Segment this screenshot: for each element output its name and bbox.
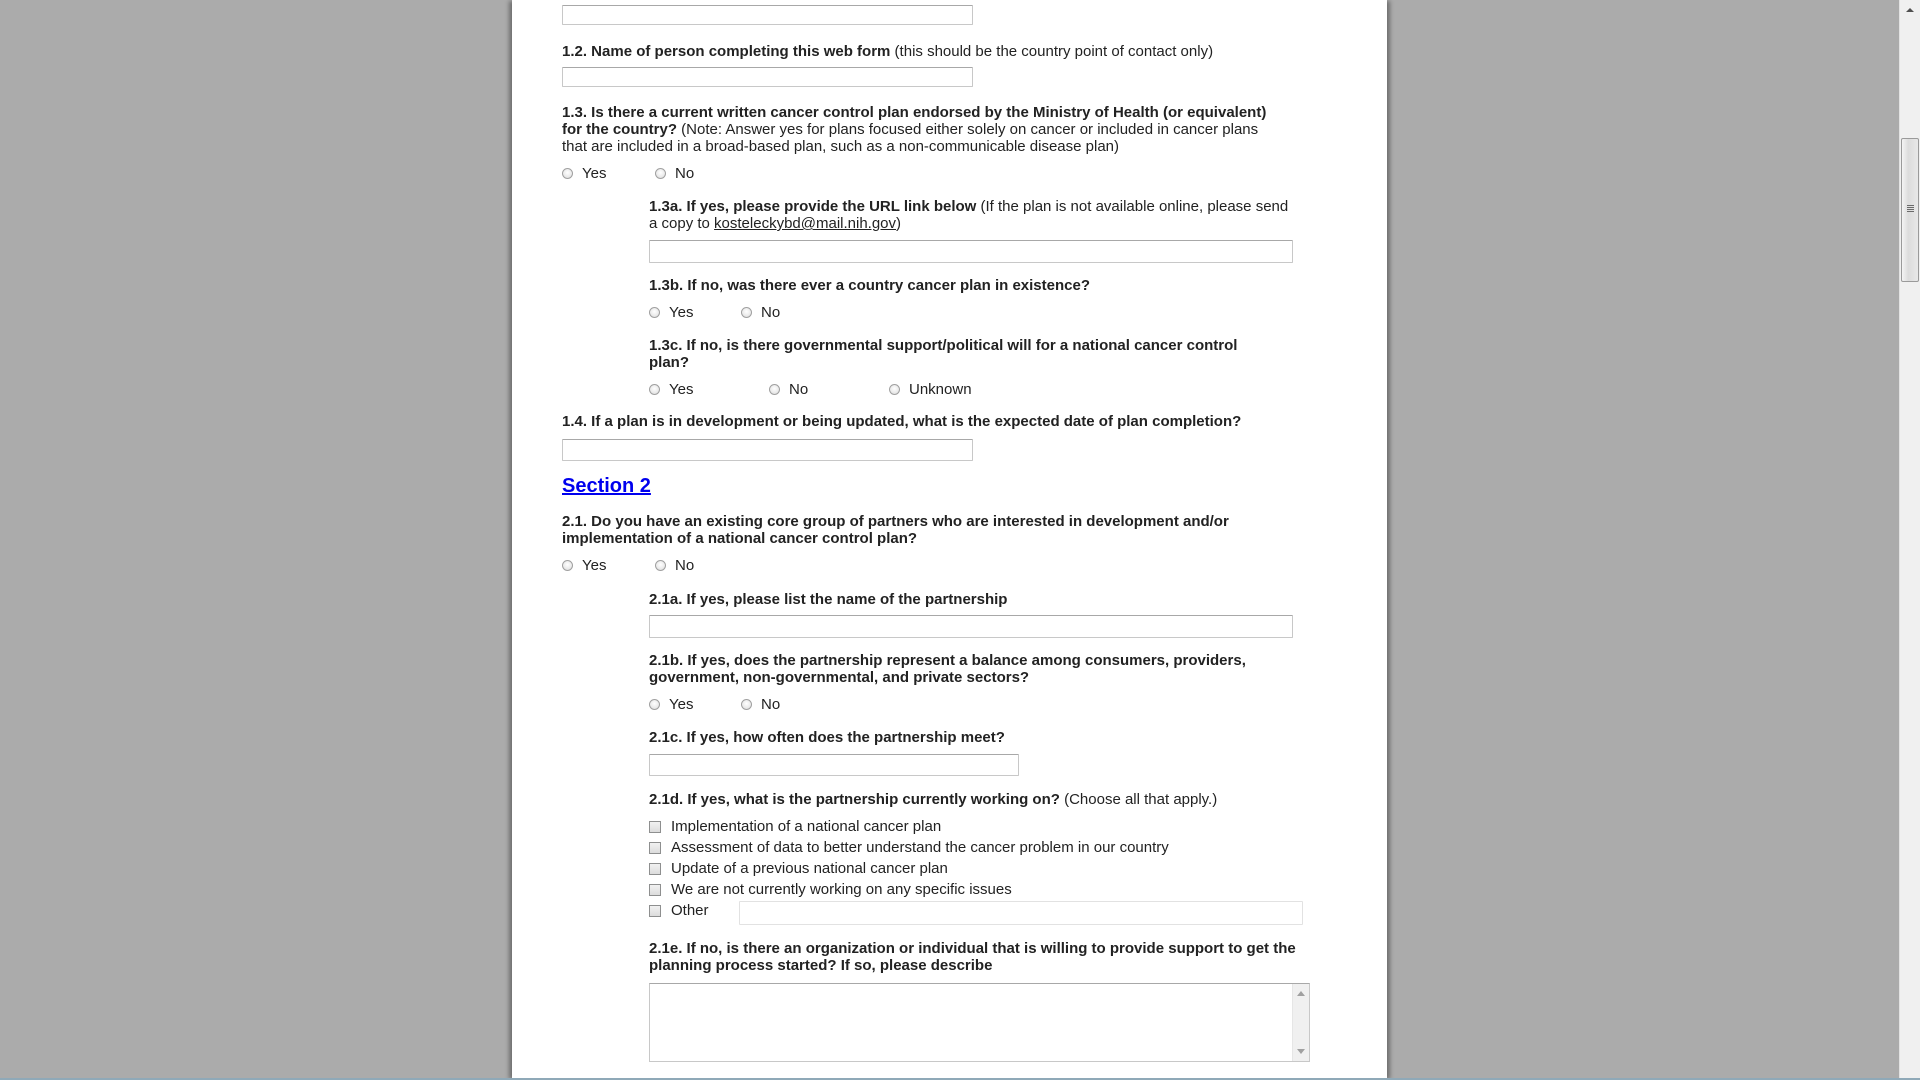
q2-1a-label: 2.1a. If yes, please list the name of the partnership <box>649 591 1008 608</box>
option-label: Yes <box>582 557 607 574</box>
q1-3a-note-end: ) <box>896 215 902 232</box>
q1-3b-label: 1.3b. If no, was there ever a country cancer plan in existence? <box>649 277 1090 294</box>
working-on-checkbox-none[interactable] <box>649 881 1012 898</box>
option-label: Assessment of data to better understand the cancer problem in our country <box>671 839 1169 856</box>
q1-3b-no-radio[interactable] <box>741 304 780 321</box>
contact-name-input[interactable] <box>562 67 973 87</box>
q1-3b-yes-radio[interactable] <box>649 304 693 321</box>
plan-url-input[interactable] <box>649 240 1293 263</box>
q2-1e-label: 2.1e. If no, is there an organization or individual that is willing to provide support to get the planning process started? If so, please describe <box>649 940 1296 974</box>
checkbox-icon[interactable] <box>649 842 661 854</box>
working-on-checkbox-implementation[interactable] <box>649 818 941 835</box>
q1-3a-label-bold: 1.3a. If yes, please provide the URL link below <box>649 198 977 215</box>
option-label: Other <box>671 902 709 919</box>
q2-1-yes-radio[interactable] <box>562 557 606 574</box>
q1-3a-label <box>649 198 1289 232</box>
form-page <box>512 0 1387 1080</box>
radio-icon[interactable] <box>741 307 752 318</box>
page-scrollbar[interactable] <box>1899 0 1920 1078</box>
option-label: Yes <box>669 304 694 321</box>
radio-icon[interactable] <box>889 384 900 395</box>
meeting-frequency-input[interactable] <box>649 754 1019 776</box>
previous-answer-input[interactable] <box>562 5 973 25</box>
q1-3a-note: (If the plan is not available online, please send a copy to <box>649 198 1289 232</box>
option-label: No <box>761 696 781 713</box>
option-label: Implementation of a national cancer plan <box>671 818 942 835</box>
checkbox-icon[interactable] <box>649 884 661 896</box>
radio-icon[interactable] <box>649 699 660 710</box>
q2-1d-label <box>649 791 1349 808</box>
scroll-up-icon[interactable] <box>1297 991 1305 996</box>
q1-2-label-note: (this should be the country point of contact only) <box>890 43 1214 60</box>
option-label: Unknown <box>909 381 972 398</box>
q1-2-label-bold: 1.2. Name of person completing this web form <box>562 43 891 60</box>
section-2-link[interactable]: Section 2 <box>562 475 651 497</box>
option-label: Yes <box>582 165 607 182</box>
grip-icon <box>1907 205 1914 213</box>
q1-3-label <box>562 104 1282 155</box>
radio-icon[interactable] <box>655 168 666 179</box>
radio-icon[interactable] <box>649 384 660 395</box>
q1-3-no-radio[interactable] <box>655 165 694 182</box>
q2-1d-label-bold: 2.1d. If yes, what is the partnership currently working on? <box>649 791 1060 808</box>
q2-1d-label-note: (Choose all that apply.) <box>1059 791 1218 808</box>
q1-3-label-bold: 1.3. Is there a current written cancer control plan endorsed by the Ministry of Health (or equivalent) for the country? <box>562 104 1267 138</box>
q1-3c-label: 1.3c. If no, is there governmental support/political will for a national cancer control plan? <box>649 337 1238 371</box>
working-on-checkbox-update[interactable] <box>649 860 948 877</box>
working-on-checkbox-assessment[interactable] <box>649 839 1169 856</box>
scrollbar-thumb[interactable] <box>1901 138 1919 282</box>
partnership-name-input[interactable] <box>649 615 1293 638</box>
q1-3-label-note: (Note: Answer yes for plans focused either solely on cancer or included in cancer plans that are included in a broad-based plan, such as a non-communicable disease plan) <box>562 121 1259 155</box>
option-label: Yes <box>669 696 694 713</box>
radio-icon[interactable] <box>562 560 573 571</box>
option-label: Yes <box>669 381 694 398</box>
q1-3c-unknown-radio[interactable] <box>889 381 972 398</box>
radio-icon[interactable] <box>769 384 780 395</box>
working-on-checkbox-other[interactable] <box>649 902 709 919</box>
checkbox-icon[interactable] <box>649 821 661 833</box>
plan-completion-date-input[interactable] <box>562 439 973 461</box>
q1-3c-no-radio[interactable] <box>769 381 808 398</box>
checkbox-icon[interactable] <box>649 905 661 917</box>
radio-icon[interactable] <box>655 560 666 571</box>
q1-4-label: 1.4. If a plan is in development or being updated, what is the expected date of plan completion? <box>562 413 1242 430</box>
q2-1-no-radio[interactable] <box>655 557 694 574</box>
option-label: We are not currently working on any specific issues <box>671 881 1012 898</box>
email-link[interactable]: kosteleckybd@mail.nih.gov <box>714 215 897 232</box>
radio-icon[interactable] <box>562 168 573 179</box>
q1-3c-yes-radio[interactable] <box>649 381 693 398</box>
q2-1c-label: 2.1c. If yes, how often does the partnership meet? <box>649 729 1005 746</box>
option-label: Update of a previous national cancer plan <box>671 860 948 877</box>
scroll-up-arrow-icon[interactable] <box>1906 8 1914 12</box>
q1-3-yes-radio[interactable] <box>562 165 606 182</box>
option-label: No <box>675 165 695 182</box>
radio-icon[interactable] <box>649 307 660 318</box>
option-label: No <box>789 381 809 398</box>
option-label: No <box>675 557 695 574</box>
q1-2-label <box>562 43 1322 60</box>
q2-1b-no-radio[interactable] <box>741 696 780 713</box>
q2-1b-label: 2.1b. If yes, does the partnership represent a balance among consumers, providers, government, non-governmental, and private sectors? <box>649 652 1246 686</box>
q2-1b-yes-radio[interactable] <box>649 696 693 713</box>
textarea-scrollbar[interactable] <box>1292 984 1309 1061</box>
checkbox-icon[interactable] <box>649 863 661 875</box>
support-description-textarea[interactable] <box>649 983 1310 1062</box>
other-specify-input[interactable] <box>739 901 1303 925</box>
q2-1-label: 2.1. Do you have an existing core group of partners who are interested in development and/or implementation of a national cancer control plan? <box>562 513 1229 547</box>
option-label: No <box>761 304 781 321</box>
scroll-down-icon[interactable] <box>1297 1049 1305 1054</box>
radio-icon[interactable] <box>741 699 752 710</box>
